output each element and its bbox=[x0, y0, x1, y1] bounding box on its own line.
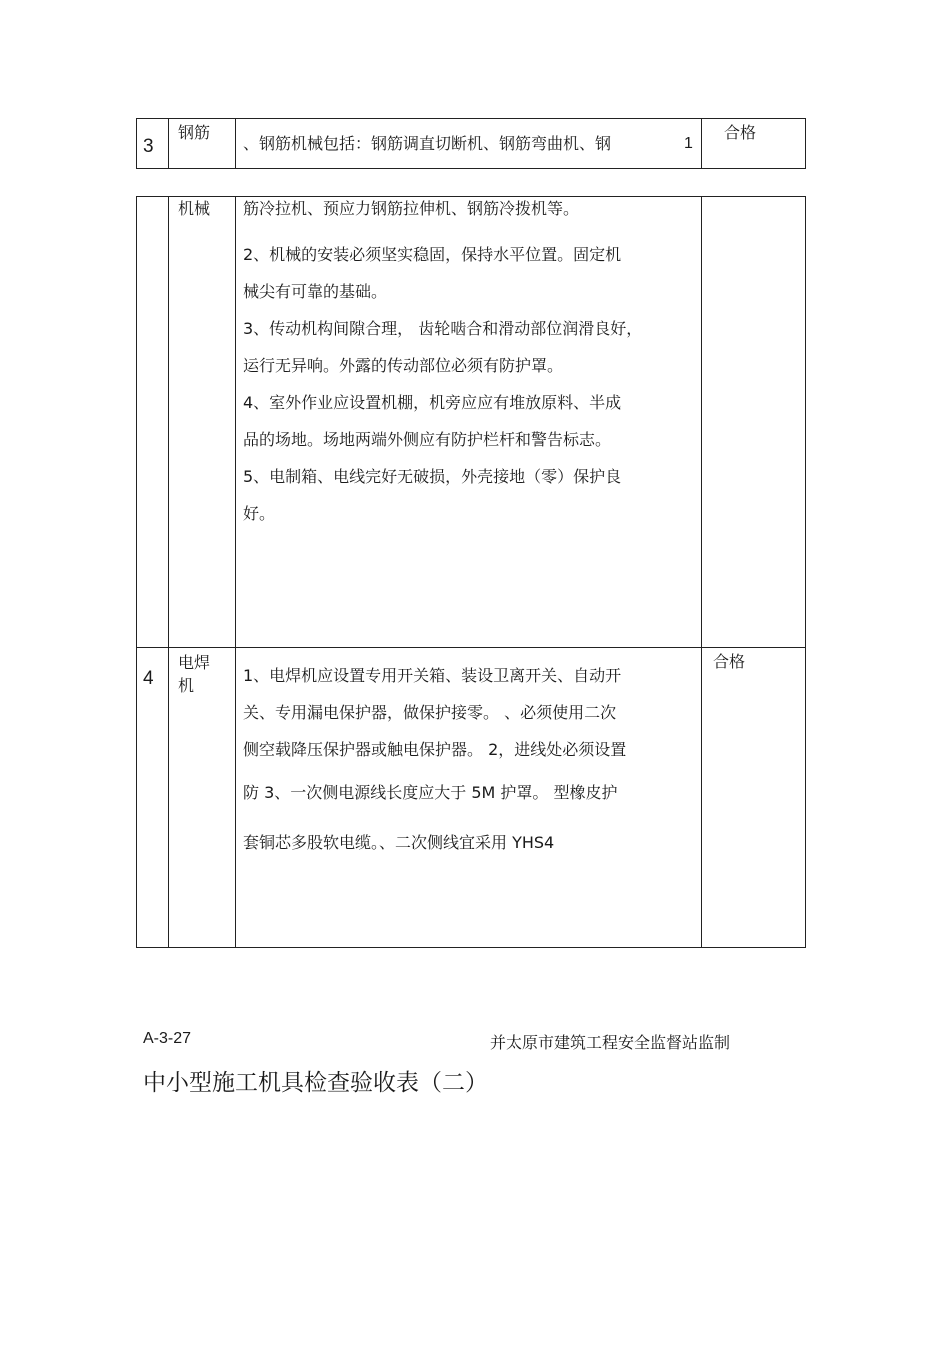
content-line: 1、电焊机应设置专用开关箱、装设卫离开关、自动开 bbox=[243, 666, 622, 685]
content-line: 械尖有可靠的基础。 bbox=[243, 282, 388, 301]
content-line: 5、电制箱、电线完好无破损，外壳接地（零）保护良 bbox=[243, 467, 622, 486]
inspection-content bbox=[243, 657, 626, 869]
inspection-table bbox=[136, 196, 806, 948]
inspection-result: 合格 bbox=[724, 123, 757, 142]
equipment-name-line1: 电焊 bbox=[178, 653, 211, 672]
form-code: A-3-27 bbox=[143, 1030, 192, 1047]
content-line: 侧空载降压保护器或触电保护器。 2，进线处必须设置 bbox=[243, 740, 627, 759]
row-number: 4 bbox=[143, 668, 154, 689]
content-line: 关、专用漏电保护器，做保护接零。 、必须使用二次 bbox=[243, 703, 617, 722]
content-line: 好。 bbox=[243, 504, 276, 523]
inspection-content: 、钢筋机械包括：钢筋调直切断机、钢筋弯曲机、钢 bbox=[243, 134, 612, 153]
equipment-name-line2: 机 bbox=[178, 676, 195, 695]
row-number: 3 bbox=[143, 136, 154, 157]
item-mark: 1 bbox=[684, 135, 693, 152]
equipment-name: 机械 bbox=[178, 199, 211, 218]
content-line: 品的场地。场地两端外侧应有防护栏杆和警告标志。 bbox=[243, 430, 612, 449]
content-line: 3、传动机构间隙合理， 齿轮啮合和滑动部位润滑良好， bbox=[243, 319, 643, 338]
inspection-result: 合格 bbox=[713, 652, 746, 671]
form-title: 中小型施工机具检查验收表（二） bbox=[143, 1070, 488, 1096]
equipment-name: 钢筋 bbox=[178, 123, 211, 142]
content-line: 筋冷拉机、预应力钢筋拉伸机、钢筋冷拨机等。 bbox=[243, 199, 580, 218]
table-row-3 bbox=[136, 118, 806, 169]
content-line: 套铜芯多股软电缆。、二次侧线宜采用 YHS4 bbox=[243, 833, 555, 852]
content-line: 2、机械的安装必须坚实稳固，保持水平位置。固定机 bbox=[243, 245, 622, 264]
content-line: 运行无异响。外露的传动部位必须有防护罩。 bbox=[243, 356, 564, 375]
content-line: 防 3、一次侧电源线长度应大于 5M 护罩。 型橡皮护 bbox=[243, 783, 618, 802]
content-line: 4、室外作业应设置机棚，机旁应应有堆放原料、半成 bbox=[243, 393, 622, 412]
issuing-agency: 并太原市建筑工程安全监督站监制 bbox=[490, 1033, 731, 1052]
inspection-content bbox=[243, 199, 642, 532]
